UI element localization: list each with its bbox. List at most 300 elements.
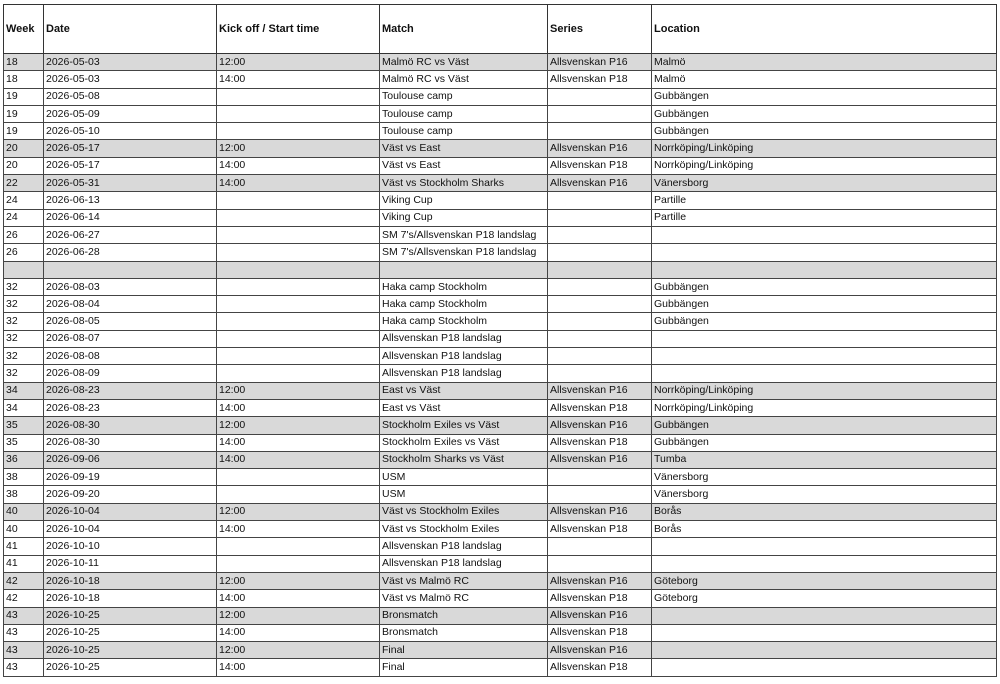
location-cell [652, 365, 997, 382]
kickoff-cell [217, 434, 380, 451]
week-cell-text: 41 [6, 557, 18, 570]
week-cell [4, 572, 44, 589]
kickoff-cell-text: 12:00 [219, 574, 246, 587]
series-cell [548, 469, 652, 486]
location-cell [652, 54, 997, 71]
week-cell [4, 261, 44, 278]
match-cell [380, 555, 548, 572]
location-cell [652, 521, 997, 538]
location-cell [652, 503, 997, 520]
week-cell-text: 18 [6, 72, 18, 85]
kickoff-cell [217, 54, 380, 71]
header-match: Match [380, 5, 548, 54]
location-cell-text: Partille [654, 194, 687, 207]
kickoff-cell [217, 555, 380, 572]
match-cell-text: SM 7's/Allsvenskan P18 landslag [382, 228, 537, 241]
series-cell-text: Allsvenskan P18 [550, 626, 628, 639]
match-cell [380, 607, 548, 624]
date-cell [44, 451, 217, 468]
match-cell-text: Väst vs Malmö RC [382, 591, 469, 604]
location-cell [652, 399, 997, 416]
kickoff-cell [217, 382, 380, 399]
week-cell-text: 22 [6, 176, 18, 189]
week-cell-text: 34 [6, 384, 18, 397]
week-cell [4, 348, 44, 365]
kickoff-cell [217, 469, 380, 486]
location-cell [652, 261, 997, 278]
kickoff-cell-text: 14:00 [219, 436, 246, 449]
header-location: Location [652, 5, 997, 54]
match-cell [380, 192, 548, 209]
table-row [4, 365, 997, 382]
date-cell-text: 2026-05-08 [46, 90, 100, 103]
date-cell [44, 399, 217, 416]
match-cell [380, 330, 548, 347]
location-cell-text: Norrköping/Linköping [654, 142, 754, 155]
date-cell [44, 417, 217, 434]
location-cell [652, 278, 997, 295]
match-cell-text: Stockholm Exiles vs Väst [382, 436, 500, 449]
series-cell [548, 572, 652, 589]
location-cell-text: Norrköping/Linköping [654, 401, 754, 414]
date-cell-text: 2026-10-11 [46, 557, 99, 570]
series-cell-text: Allsvenskan P16 [550, 384, 628, 397]
table-row [4, 175, 997, 192]
date-cell [44, 607, 217, 624]
series-cell [548, 296, 652, 313]
date-cell [44, 140, 217, 157]
location-cell-text: Norrköping/Linköping [654, 384, 754, 397]
kickoff-cell [217, 486, 380, 503]
series-cell [548, 538, 652, 555]
header-date: Date [44, 5, 217, 54]
week-cell-text: 32 [6, 366, 18, 379]
table-row [4, 226, 997, 243]
table-row [4, 278, 997, 295]
series-cell [548, 192, 652, 209]
series-cell [548, 261, 652, 278]
week-cell-text: 19 [6, 90, 18, 103]
match-cell-text: Malmö RC vs Väst [382, 55, 469, 68]
week-cell [4, 123, 44, 140]
series-cell [548, 555, 652, 572]
week-cell-text: 35 [6, 418, 18, 431]
date-cell [44, 296, 217, 313]
week-cell-text: 43 [6, 626, 18, 639]
location-cell [652, 659, 997, 676]
match-cell-text: Toulouse camp [382, 90, 453, 103]
location-cell [652, 469, 997, 486]
series-cell-text: Allsvenskan P16 [550, 643, 628, 656]
match-cell [380, 399, 548, 416]
match-cell [380, 261, 548, 278]
week-cell [4, 399, 44, 416]
week-cell-text: 26 [6, 228, 18, 241]
kickoff-cell [217, 71, 380, 88]
location-cell-text: Göteborg [654, 574, 698, 587]
match-cell-text: Stockholm Exiles vs Väst [382, 418, 500, 431]
table-row [4, 192, 997, 209]
date-cell [44, 157, 217, 174]
table-row [4, 157, 997, 174]
week-cell [4, 434, 44, 451]
kickoff-cell-text: 14:00 [219, 72, 246, 85]
match-cell [380, 624, 548, 641]
table-row [4, 538, 997, 555]
match-cell [380, 296, 548, 313]
date-cell-text: 2026-05-03 [46, 72, 100, 85]
match-cell-text: Haka camp Stockholm [382, 280, 488, 293]
location-cell-text: Göteborg [654, 591, 698, 604]
kickoff-cell [217, 261, 380, 278]
week-cell-text: 32 [6, 315, 18, 328]
series-cell [548, 54, 652, 71]
series-cell [548, 157, 652, 174]
week-cell-text: 32 [6, 297, 18, 310]
table-row [4, 607, 997, 624]
date-cell-text: 2026-06-13 [46, 194, 100, 207]
week-cell [4, 226, 44, 243]
table-row [4, 140, 997, 157]
week-cell-text: 26 [6, 245, 18, 258]
week-cell [4, 105, 44, 122]
location-cell [652, 192, 997, 209]
week-cell [4, 330, 44, 347]
match-cell [380, 451, 548, 468]
week-cell-text: 40 [6, 505, 18, 518]
match-cell-text: Haka camp Stockholm [382, 297, 488, 310]
table-row [4, 123, 997, 140]
date-cell [44, 348, 217, 365]
location-cell [652, 330, 997, 347]
week-cell-text: 34 [6, 401, 18, 414]
table-row [4, 330, 997, 347]
date-cell-text: 2026-08-23 [46, 401, 100, 414]
series-cell-text: Allsvenskan P18 [550, 591, 628, 604]
week-cell [4, 54, 44, 71]
series-cell-text: Allsvenskan P18 [550, 72, 628, 85]
kickoff-cell-text: 14:00 [219, 522, 246, 535]
week-cell-text: 43 [6, 609, 18, 622]
series-cell [548, 399, 652, 416]
match-cell [380, 226, 548, 243]
kickoff-cell-text: 14:00 [219, 661, 246, 674]
date-cell [44, 590, 217, 607]
date-cell-text: 2026-05-10 [46, 124, 100, 137]
kickoff-cell [217, 123, 380, 140]
match-cell [380, 469, 548, 486]
week-cell-text: 20 [6, 159, 18, 172]
location-cell-text: Tumba [654, 453, 687, 466]
date-cell-text: 2026-08-03 [46, 280, 100, 293]
series-cell [548, 365, 652, 382]
week-cell [4, 624, 44, 641]
match-cell-text: Final [382, 643, 405, 656]
kickoff-cell [217, 278, 380, 295]
date-cell [44, 642, 217, 659]
location-cell-text: Vänersborg [654, 176, 709, 189]
table-row [4, 348, 997, 365]
location-cell-text: Vänersborg [654, 488, 709, 501]
match-cell-text: Väst vs East [382, 159, 441, 172]
location-cell [652, 157, 997, 174]
match-cell [380, 278, 548, 295]
week-cell-text: 32 [6, 332, 18, 345]
week-cell-text: 18 [6, 55, 18, 68]
table-row [4, 503, 997, 520]
series-cell-text: Allsvenskan P16 [550, 176, 628, 189]
date-cell-text: 2026-10-25 [46, 643, 100, 656]
kickoff-cell [217, 399, 380, 416]
week-cell-text: 42 [6, 591, 18, 604]
series-cell-text: Allsvenskan P18 [550, 401, 628, 414]
kickoff-cell-text: 12:00 [219, 609, 246, 622]
location-cell-text: Borås [654, 522, 682, 535]
location-cell [652, 88, 997, 105]
date-cell [44, 486, 217, 503]
match-cell [380, 417, 548, 434]
match-cell-text: Allsvenskan P18 landslag [382, 332, 502, 345]
location-cell-text: Gubbängen [654, 107, 709, 120]
kickoff-cell [217, 538, 380, 555]
location-cell-text: Gubbängen [654, 436, 709, 449]
date-cell [44, 624, 217, 641]
series-cell-text: Allsvenskan P16 [550, 609, 628, 622]
week-cell [4, 313, 44, 330]
date-cell-text: 2026-10-10 [46, 539, 100, 552]
kickoff-cell-text: 12:00 [219, 384, 246, 397]
match-cell [380, 348, 548, 365]
location-cell-text: Gubbängen [654, 124, 709, 137]
series-cell [548, 382, 652, 399]
date-cell-text: 2026-08-05 [46, 315, 100, 328]
location-cell [652, 382, 997, 399]
table-row [4, 313, 997, 330]
date-cell-text: 2026-10-18 [46, 591, 100, 604]
match-cell [380, 659, 548, 676]
kickoff-cell [217, 624, 380, 641]
match-cell [380, 71, 548, 88]
series-cell [548, 140, 652, 157]
date-cell-text: 2026-09-06 [46, 453, 100, 466]
header-series: Series [548, 5, 652, 54]
location-cell [652, 175, 997, 192]
location-cell [652, 244, 997, 261]
match-cell-text: Stockholm Sharks vs Väst [382, 453, 504, 466]
week-cell [4, 503, 44, 520]
kickoff-cell [217, 296, 380, 313]
kickoff-cell [217, 330, 380, 347]
week-cell [4, 555, 44, 572]
series-cell-text: Allsvenskan P18 [550, 522, 628, 535]
kickoff-cell-text: 14:00 [219, 159, 246, 172]
series-cell [548, 330, 652, 347]
table-row [4, 642, 997, 659]
match-cell [380, 140, 548, 157]
kickoff-cell [217, 590, 380, 607]
date-cell [44, 54, 217, 71]
location-cell-text: Vänersborg [654, 470, 709, 483]
series-cell-text: Allsvenskan P18 [550, 436, 628, 449]
date-cell [44, 226, 217, 243]
location-cell-text: Gubbängen [654, 297, 709, 310]
week-cell [4, 365, 44, 382]
date-cell-text: 2026-06-14 [46, 211, 100, 224]
date-cell [44, 382, 217, 399]
kickoff-cell-text: 14:00 [219, 176, 246, 189]
kickoff-cell-text: 14:00 [219, 401, 246, 414]
series-cell [548, 226, 652, 243]
kickoff-cell [217, 348, 380, 365]
table-row [4, 88, 997, 105]
match-cell-text: USM [382, 488, 406, 501]
week-cell-text: 20 [6, 142, 18, 155]
location-cell [652, 434, 997, 451]
date-cell-text: 2026-05-03 [46, 55, 100, 68]
series-cell [548, 88, 652, 105]
date-cell-text: 2026-10-25 [46, 609, 100, 622]
table-row [4, 624, 997, 641]
series-cell-text: Allsvenskan P16 [550, 574, 628, 587]
date-cell-text: 2026-06-28 [46, 245, 100, 258]
date-cell [44, 521, 217, 538]
series-cell [548, 209, 652, 226]
table-row [4, 434, 997, 451]
match-cell [380, 572, 548, 589]
week-cell-text: 38 [6, 470, 18, 483]
kickoff-cell [217, 417, 380, 434]
kickoff-cell [217, 607, 380, 624]
table-row [4, 469, 997, 486]
kickoff-cell [217, 175, 380, 192]
series-cell [548, 105, 652, 122]
location-cell-text: Malmö [654, 55, 686, 68]
series-cell [548, 590, 652, 607]
match-cell-text: Allsvenskan P18 landslag [382, 539, 502, 552]
location-cell [652, 572, 997, 589]
table-row [4, 105, 997, 122]
kickoff-cell [217, 226, 380, 243]
schedule-sheet [3, 4, 997, 677]
kickoff-cell [217, 451, 380, 468]
week-cell [4, 469, 44, 486]
kickoff-cell [217, 659, 380, 676]
table-row [4, 521, 997, 538]
match-cell-text: Väst vs Stockholm Exiles [382, 522, 500, 535]
date-cell [44, 503, 217, 520]
kickoff-cell-text: 14:00 [219, 453, 246, 466]
match-cell-text: Väst vs Malmö RC [382, 574, 469, 587]
date-cell [44, 572, 217, 589]
kickoff-cell [217, 157, 380, 174]
table-row [4, 54, 997, 71]
week-cell [4, 157, 44, 174]
week-cell [4, 140, 44, 157]
location-cell-text: Gubbängen [654, 90, 709, 103]
location-cell-text: Gubbängen [654, 418, 709, 431]
series-cell-text: Allsvenskan P16 [550, 505, 628, 518]
match-cell-text: Viking Cup [382, 211, 433, 224]
series-cell-text: Allsvenskan P16 [550, 55, 628, 68]
week-cell [4, 209, 44, 226]
date-cell-text: 2026-08-09 [46, 366, 100, 379]
location-cell [652, 140, 997, 157]
location-cell [652, 348, 997, 365]
week-cell [4, 659, 44, 676]
kickoff-cell-text: 12:00 [219, 505, 246, 518]
match-cell [380, 521, 548, 538]
table-row [4, 382, 997, 399]
date-cell [44, 105, 217, 122]
match-cell [380, 157, 548, 174]
schedule-table [3, 4, 997, 677]
kickoff-cell [217, 642, 380, 659]
week-cell-text: 32 [6, 349, 18, 362]
week-cell [4, 192, 44, 209]
date-cell [44, 244, 217, 261]
table-row [4, 555, 997, 572]
table-row [4, 244, 997, 261]
match-cell [380, 382, 548, 399]
week-cell [4, 296, 44, 313]
location-cell [652, 226, 997, 243]
location-cell [652, 417, 997, 434]
match-cell-text: Bronsmatch [382, 609, 439, 622]
match-cell-text: Väst vs Stockholm Sharks [382, 176, 504, 189]
location-cell-text: Malmö [654, 72, 686, 85]
series-cell-text: Allsvenskan P18 [550, 661, 628, 674]
match-cell [380, 313, 548, 330]
date-cell-text: 2026-10-18 [46, 574, 100, 587]
series-cell-text: Allsvenskan P16 [550, 418, 628, 431]
match-cell [380, 54, 548, 71]
kickoff-cell-text: 14:00 [219, 591, 246, 604]
table-row [4, 486, 997, 503]
date-cell-text: 2026-08-04 [46, 297, 100, 310]
location-cell [652, 607, 997, 624]
location-cell [652, 313, 997, 330]
week-cell [4, 521, 44, 538]
date-cell-text: 2026-10-04 [46, 522, 100, 535]
match-cell [380, 365, 548, 382]
week-cell-text: 38 [6, 488, 18, 501]
table-row [4, 590, 997, 607]
table-row [4, 572, 997, 589]
series-cell [548, 244, 652, 261]
kickoff-cell-text: 12:00 [219, 643, 246, 656]
kickoff-cell-text: 12:00 [219, 55, 246, 68]
match-cell [380, 434, 548, 451]
series-cell [548, 417, 652, 434]
match-cell [380, 538, 548, 555]
series-cell-text: Allsvenskan P18 [550, 159, 628, 172]
table-row [4, 399, 997, 416]
series-cell [548, 486, 652, 503]
week-cell-text: 24 [6, 194, 18, 207]
date-cell [44, 278, 217, 295]
week-cell-text: 19 [6, 107, 18, 120]
location-cell [652, 642, 997, 659]
match-cell-text: Toulouse camp [382, 124, 453, 137]
date-cell [44, 313, 217, 330]
match-cell-text: East vs Väst [382, 401, 441, 414]
date-cell-text: 2026-09-19 [46, 470, 100, 483]
date-cell-text: 2026-10-04 [46, 505, 100, 518]
date-cell [44, 330, 217, 347]
match-cell [380, 244, 548, 261]
series-cell-text: Allsvenskan P16 [550, 142, 628, 155]
date-cell-text: 2026-08-07 [46, 332, 100, 345]
